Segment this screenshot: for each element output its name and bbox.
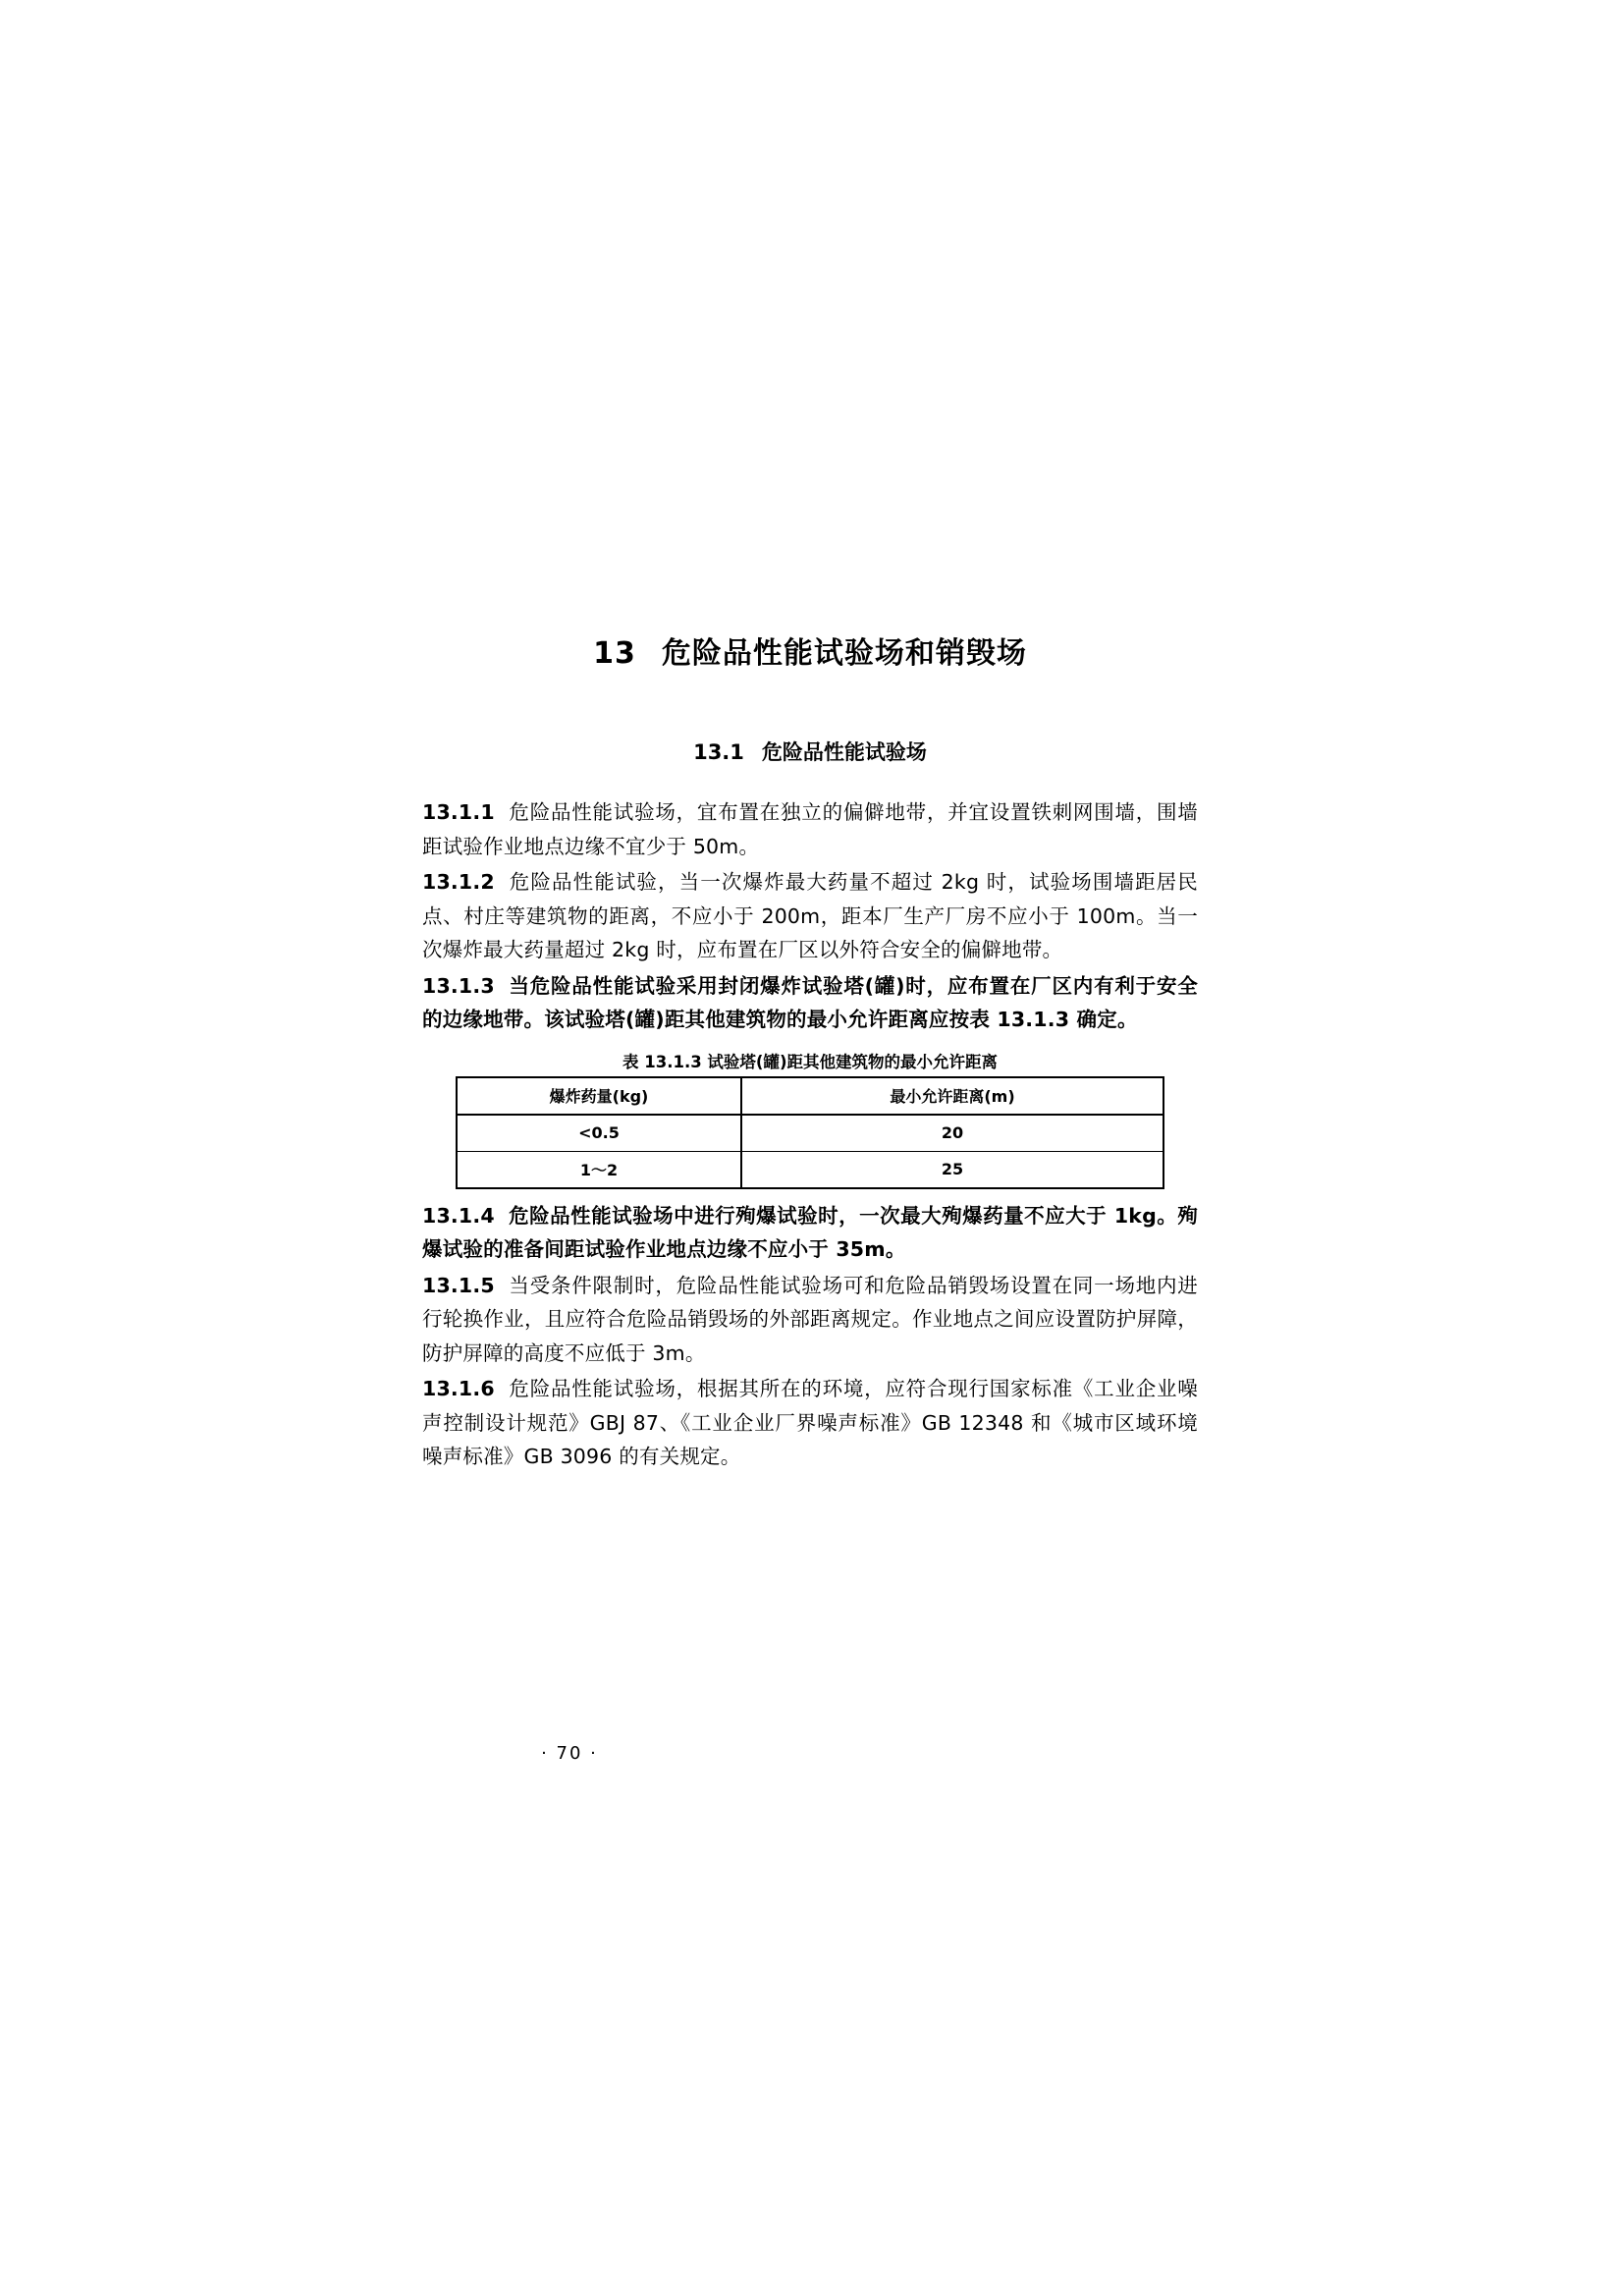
table-header-min-distance: 最小允许距离(m) xyxy=(741,1077,1163,1115)
clause-number: 13.1.3 xyxy=(422,973,495,998)
page-content xyxy=(422,629,1198,1476)
clause-13-1-2 xyxy=(422,865,1198,967)
clause-number: 13.1.2 xyxy=(422,870,495,894)
table-row xyxy=(457,1151,1163,1188)
table-cell-min-distance: 25 xyxy=(741,1151,1163,1188)
clause-text: 当危险品性能试验采用封闭爆炸试验塔(罐)时，应布置在厂区内有利于安全的边缘地带。该试验塔(罐)距其他建筑物的最小允许距离应按表 13.1.3 确定。 xyxy=(422,973,1198,1031)
chapter-title-text: 危险品性能试验场和销毁场 xyxy=(661,636,1027,671)
chapter-number: 13 xyxy=(593,636,636,671)
clause-13-1-5 xyxy=(422,1269,1198,1371)
clause-13-1-3 xyxy=(422,969,1198,1037)
page-number: · 70 · xyxy=(541,1743,598,1764)
clause-number: 13.1.6 xyxy=(422,1377,495,1400)
clause-text: 危险品性能试验场中进行殉爆试验时，一次最大殉爆药量不应大于 1kg。殉爆试验的准备间距试验作业地点边缘不应小于 35m。 xyxy=(422,1203,1198,1261)
clause-number: 13.1.5 xyxy=(422,1273,495,1297)
clause-text: 危险品性能试验场，宜布置在独立的偏僻地带，并宜设置铁刺网围墙，围墙距试验作业地点边缘不宜少于 50m。 xyxy=(422,800,1198,858)
clause-text: 危险品性能试验场，根据其所在的环境，应符合现行国家标准《工业企业噪声控制设计规范》GBJ 87、《工业企业厂界噪声标准》GB 12348 和《城市区域环境噪声标准》GB 3096 的有关规定。 xyxy=(422,1377,1198,1468)
table-cell-charge-mass: <0.5 xyxy=(457,1115,741,1152)
clause-13-1-4 xyxy=(422,1199,1198,1267)
table-caption: 表 13.1.3 试验塔(罐)距其他建筑物的最小允许距离 xyxy=(622,1052,999,1071)
table-cell-charge-mass: 1～2 xyxy=(457,1151,741,1188)
section-title-text: 危险品性能试验场 xyxy=(761,740,927,764)
section-number: 13.1 xyxy=(693,740,744,764)
clause-number: 13.1.1 xyxy=(422,800,495,824)
chapter-heading xyxy=(422,629,1198,672)
clause-text: 危险品性能试验，当一次爆炸最大药量不超过 2kg 时，试验场围墙距居民点、村庄等建筑物的距离，不应小于 200m，距本厂生产厂房不应小于 100m。当一次爆炸最大药量超过 2kg 时，应布置在厂区以外符合安全的偏僻地带。 xyxy=(422,870,1198,961)
clause-text: 当受条件限制时，危险品性能试验场可和危险品销毁场设置在同一场地内进行轮换作业，且应符合危险品销毁场的外部距离规定。作业地点之间应设置防护屏障，防护屏障的高度不应低于 3m。 xyxy=(422,1273,1198,1365)
table-header-charge-mass: 爆炸药量(kg) xyxy=(457,1077,741,1115)
section-heading xyxy=(422,737,1198,766)
table-header-row xyxy=(457,1077,1163,1115)
clause-13-1-6 xyxy=(422,1372,1198,1474)
table-cell-min-distance: 20 xyxy=(741,1115,1163,1152)
table-row xyxy=(457,1115,1163,1152)
clause-13-1-1 xyxy=(422,795,1198,863)
clause-number: 13.1.4 xyxy=(422,1203,495,1228)
min-allowed-distance-table xyxy=(456,1076,1164,1189)
